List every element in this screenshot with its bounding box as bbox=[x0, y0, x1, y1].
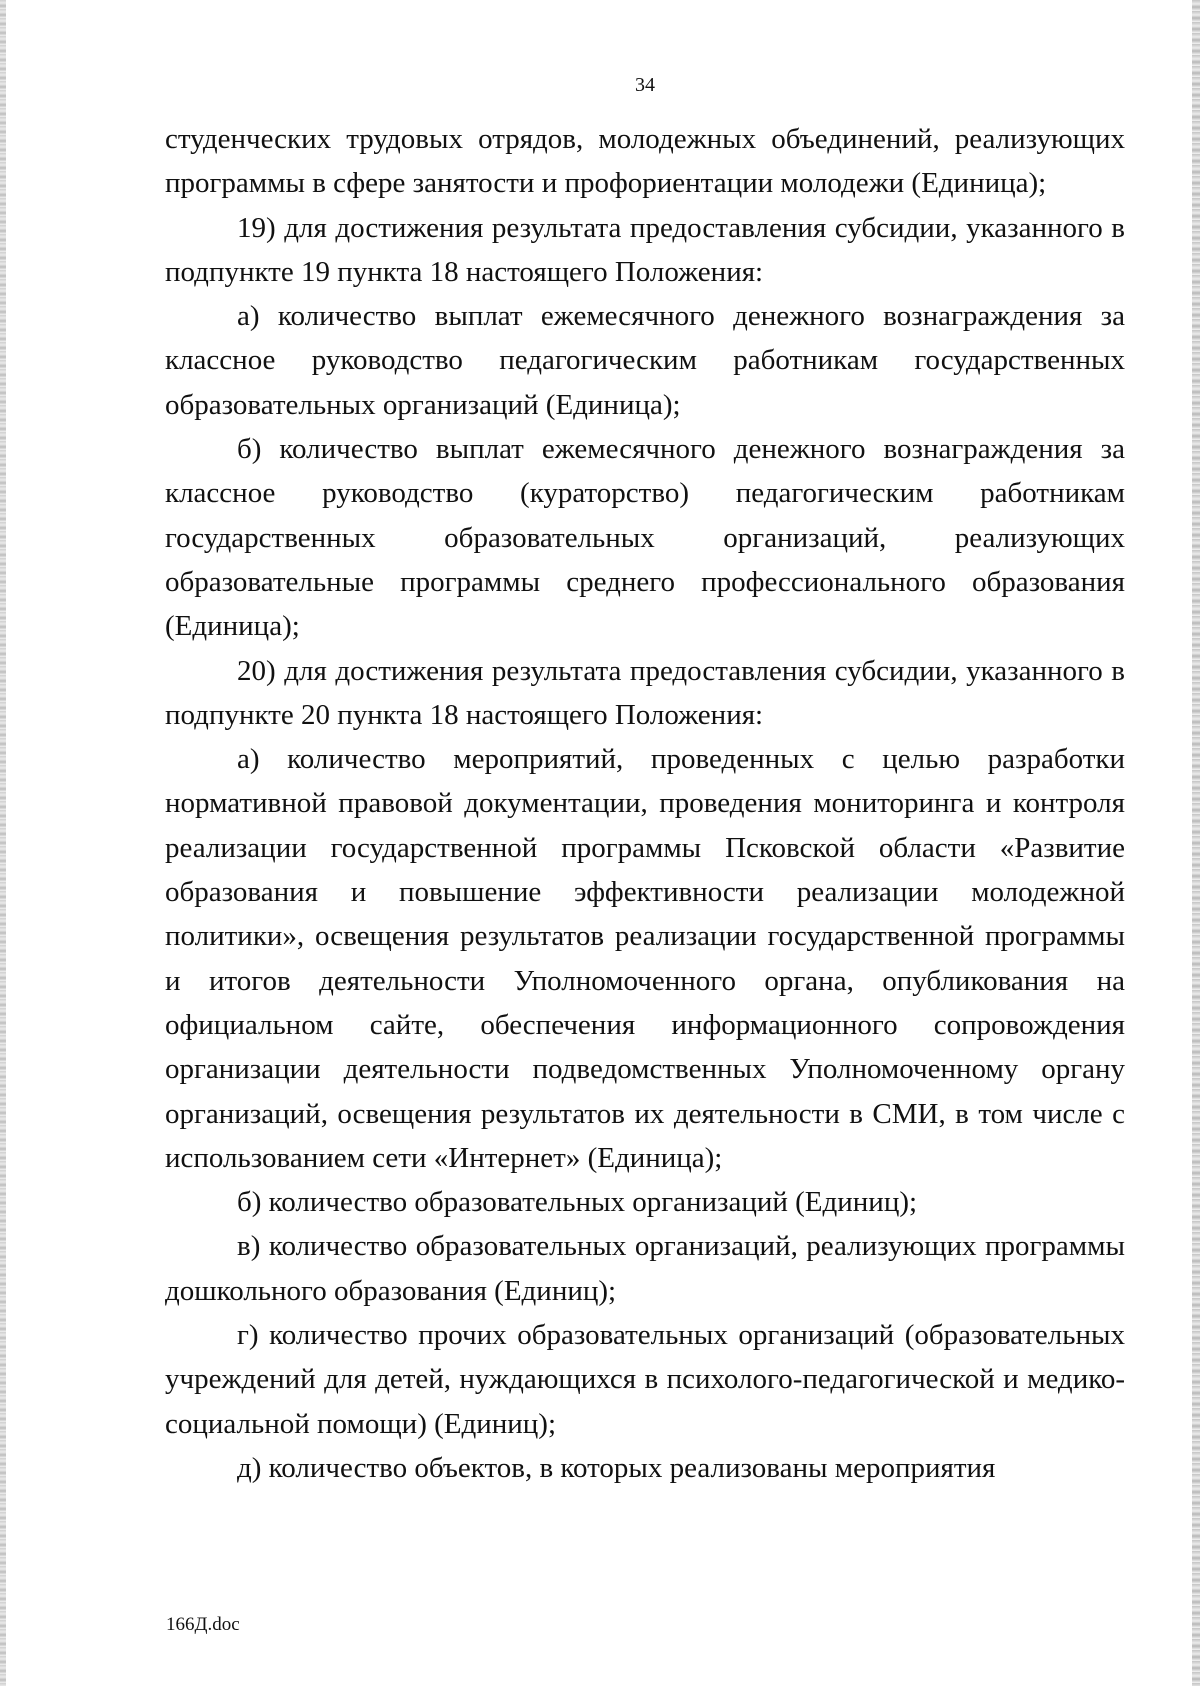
paragraph-item-20b: б) количество образовательных организаций (Единиц); bbox=[237, 1186, 918, 1219]
paragraph-item-20: 20) для достижения результата предоставления субсидии, указанного в подпункте 20 пункта 18 настоящего Положения: bbox=[165, 654, 1125, 731]
paragraph-item-20g: г) количество прочих образовательных организаций (образовательных учреждений для детей, нуждающихся в психолого-педагогической и медико-социальной помощи) (Единиц); bbox=[165, 1319, 1125, 1440]
paragraph-item-19b: б) количество выплат ежемесячного денежного вознаграждения за классное руководство (кураторство) педагогическим работникам государственных образовательных организаций, реализующих образовательные программы среднего профессионального образования (Единица); bbox=[165, 433, 1125, 643]
page-number: 34 bbox=[635, 74, 655, 96]
paragraph-item-20d: д) количество объектов, в которых реализованы мероприятия bbox=[237, 1451, 996, 1484]
scan-edge-right bbox=[1192, 0, 1200, 1686]
document-body bbox=[165, 117, 1125, 1490]
scan-edge-left bbox=[0, 0, 6, 1686]
paragraph-item-19a: а) количество выплат ежемесячного денежного вознаграждения за классное руководство педагогическим работникам государственных образовательных организаций (Единица); bbox=[165, 300, 1125, 421]
paragraph-student-teams: студенческих трудовых отрядов, молодежных объединений, реализующих программы в сфере занятости и профориентации молодежи (Единица); bbox=[165, 123, 1125, 200]
footer-filename: 166Д.doc bbox=[166, 1614, 240, 1635]
paragraph-item-20a: а) количество мероприятий, проведенных с целью разработки нормативной правовой документации, проведения мониторинга и контроля реализации государственной программы Псковской области «Развитие образования и повышение эффективности реализации молодежной политики», освещения результатов реализации государственной программы и итогов деятельности Уполномоченного органа, опубликования на официальном сайте, обеспечения информационного сопровождения организации деятельности подведомственных Уполномоченному органу организаций, освещения результатов их деятельности в СМИ, в том числе с использованием сети «Интернет» (Единица); bbox=[165, 743, 1125, 1174]
paragraph-item-19: 19) для достижения результата предоставления субсидии, указанного в подпункте 19 пункта 18 настоящего Положения: bbox=[165, 211, 1125, 288]
paragraph-item-20v: в) количество образовательных организаций, реализующих программы дошкольного образования (Единиц); bbox=[165, 1230, 1125, 1307]
